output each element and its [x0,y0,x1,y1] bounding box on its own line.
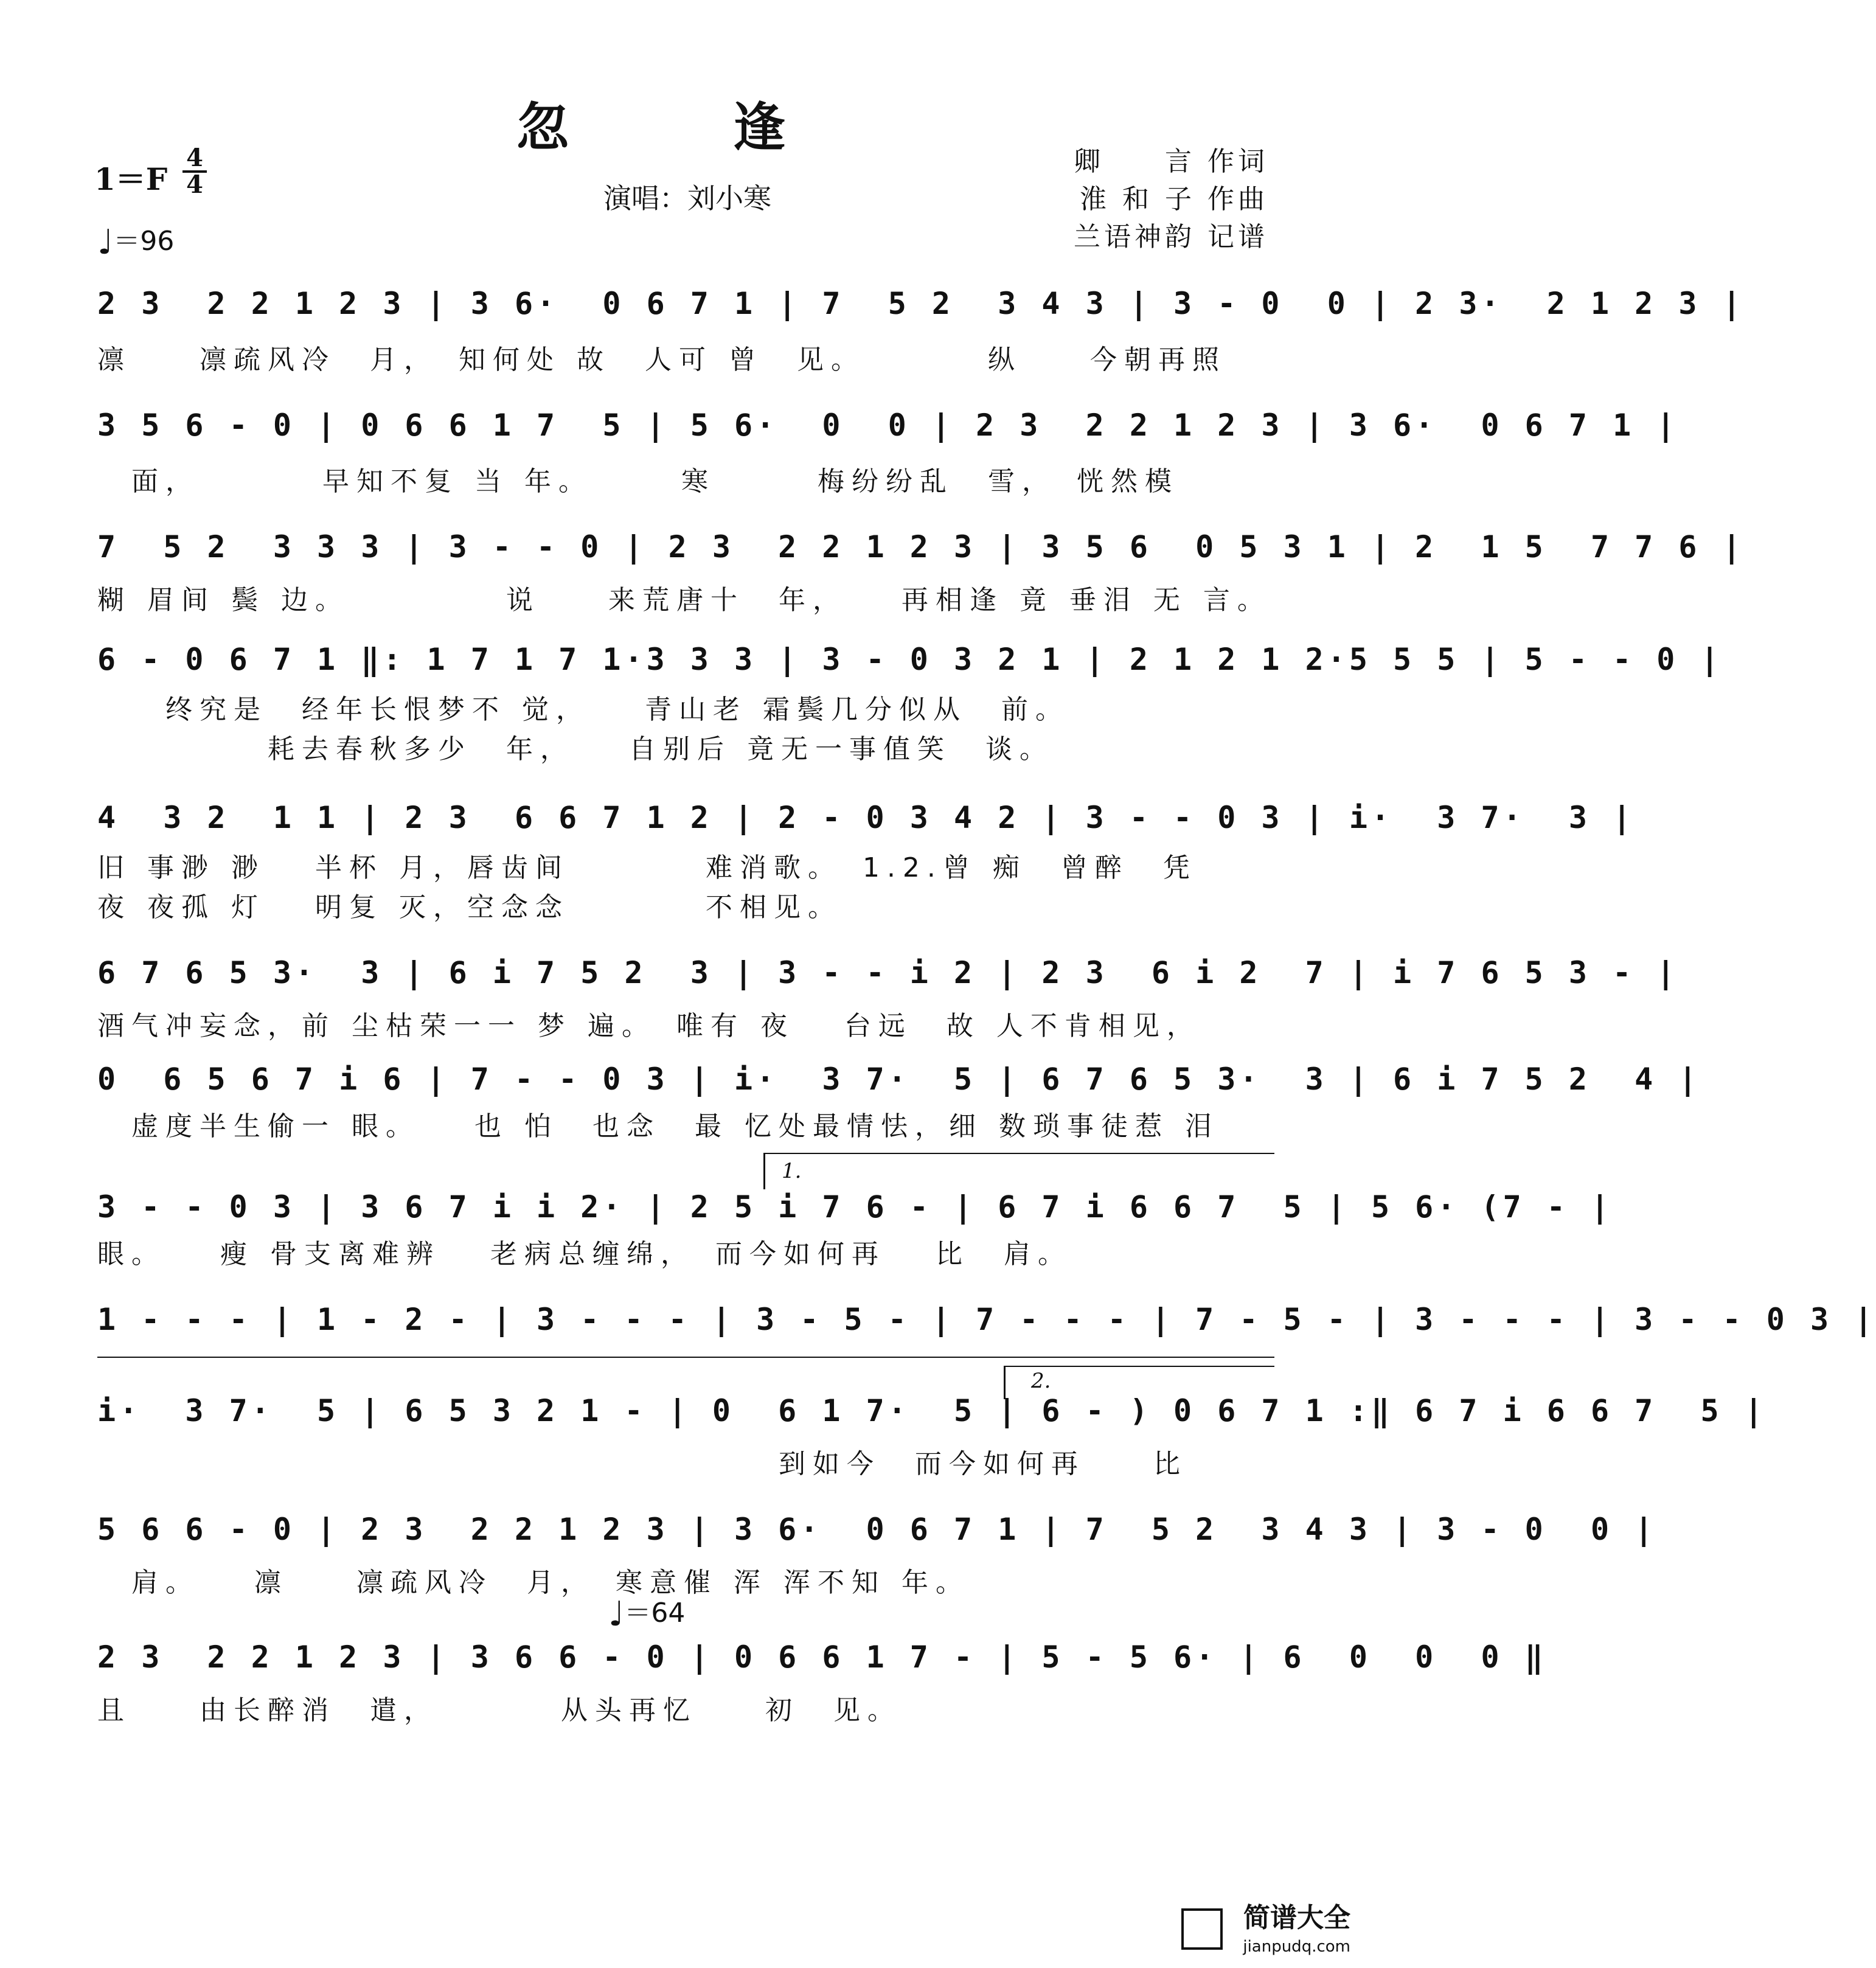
lyric-line-4a: 终究是 经年长恨梦不 觉， 青山老 霜鬓几分似从 前。 [97,694,1069,725]
time-signature [182,144,207,199]
tempo-change-value: ＝64 [624,1598,686,1629]
song-title: 忽 逢 [516,97,858,158]
volta-1-hook [763,1153,765,1189]
volta-2-bracket [1004,1366,1274,1367]
lyric-line-4b: 耗去春秋多少 年， 自别后 竟无一事值笑 谈。 [97,734,1054,765]
volta-1-label: 1. [782,1159,802,1183]
tempo-change [608,1591,685,1634]
lyric-line-3: 糊 眉间 鬓 边。 说 来荒唐十 年， 再相逢 竟 垂泪 无 言。 [97,585,1271,616]
score-line-12: 2 3 2 2 1 2 3 | 3 6 6 - 0 | 0 6 6 1 7 - | 5 - 5 6· | 6 0 0 0 ‖ [97,1639,1547,1675]
score-line-5: 4 3 2 1 1 | 2 3 6 6 7 1 2 | 2 - 0 3 4 2 | 3 - - 0 3 | i· 3 7· 3 | [97,800,1635,835]
score-line-6: 6 7 6 5 3· 3 | 6 i 7 5 2 3 | 3 - - i 2 | 2 3 6 i 2 7 | i 7 6 5 3 - | [97,955,1679,990]
lyric-line-10: 到如今 而今如何再 比 [97,1448,1187,1479]
lyric-line-1: 凛 凛疏风冷 月， 知何处 故 人可 曾 见。 纵 今朝再照 [97,344,1226,375]
watermark-url[interactable]: jianpudq.com [1243,1938,1350,1956]
piano-logo-icon [1181,1908,1223,1950]
score-line-3: 7 5 2 3 3 3 | 3 - - 0 | 2 3 2 2 1 2 3 | 3 5 6 0 5 3 1 | 2 1 5 7 7 6 | [97,529,1745,565]
credits [1074,143,1268,256]
score-line-9: 1 - - - | 1 - 2 - | 3 - - - | 3 - 5 - | 7 - - - | 7 - 5 - | 3 - - - | 3 - - 0 3 | [97,1302,1876,1337]
score-line-1: 2 3 2 2 1 2 3 | 3 6· 0 6 7 1 | 7 5 2 3 4 3 | 3 - 0 0 | 2 3· 2 1 2 3 | [97,286,1745,321]
lyric-line-2: 面， 早知不复 当 年。 寒 梅纷纷乱 雪， 恍然模 [97,466,1179,497]
time-top: 4 [186,144,203,172]
score-line-8: 3 - - 0 3 | 3 6 7 i i 2· | 2 5 i 7 6 - | 6 7 i 6 6 7 5 | 5 6· (7 - | [97,1189,1613,1225]
time-bottom: 4 [186,170,203,199]
tempo-value: ＝96 [113,226,175,257]
singer-line: 演唱：刘小寒 [603,182,771,215]
lyric-line-7: 虚度半生偷一 眼。 也 怕 也念 最 忆处最情怯，细 数琐事徒惹 泪 [97,1111,1219,1142]
composer: 淮 和 子 作曲 [1080,184,1268,215]
score-line-10: i· 3 7· 5 | 6 5 3 2 1 - | 0 6 1 7· 5 | 6 - ) 0 6 7 1 :‖ 6 7 i 6 6 7 5 | [97,1393,1767,1428]
key-signature: 1＝F [94,161,168,197]
transcriber: 兰语神韵 记谱 [1074,221,1268,252]
lyric-line-12: 且 由长醉消 遣， 从头再忆 初 见。 [97,1695,902,1726]
quarter-note-icon-2: ♩ [608,1594,625,1634]
score-line-2: 3 5 6 - 0 | 0 6 6 1 7 5 | 5 6· 0 0 | 2 3 2 2 1 2 3 | 3 6· 0 6 7 1 | [97,408,1679,443]
lyric-line-11: 肩。 凛 凛疏风冷 月， 寒意催 浑 浑不知 年。 [97,1567,970,1598]
lyric-line-5b: 夜 夜孤 灯 明复 灭，空念念 不相见。 [97,892,842,923]
interlude-rule [97,1357,1274,1358]
quarter-note-icon: ♩ [97,223,114,262]
tempo-marking [97,219,174,262]
volta-2-label: 2. [1031,1369,1051,1393]
score-line-4: 6 - 0 6 7 1 ‖: 1 7 1 7 1·3 3 3 | 3 - 0 3 2 1 | 2 1 2 1 2·5 5 5 | 5 - - 0 | [97,642,1723,677]
lyric-line-5a: 旧 事渺 渺 半杯 月，唇齿间 难消歌。 1.2.曾 痴 曾醉 凭 [97,852,1197,883]
lyric-line-8: 眼。 瘦 骨支离难辨 老病总缠绵， 而今如何再 比 肩。 [97,1239,1072,1270]
score-line-11: 5 6 6 - 0 | 2 3 2 2 1 2 3 | 3 6· 0 6 7 1 | 7 5 2 3 4 3 | 3 - 0 0 | [97,1512,1657,1547]
volta-1-bracket [763,1153,1274,1154]
lyricist: 卿 言 作词 [1074,146,1268,177]
lyric-line-6: 酒气冲妄念，前 尘枯荣一一 梦 遍。 唯有 夜 台远 故 人不肯相见， [97,1010,1201,1041]
score-line-7: 0 6 5 6 7 i 6 | 7 - - 0 3 | i· 3 7· 5 | 6 7 6 5 3· 3 | 6 i 7 5 2 4 | [97,1062,1701,1097]
watermark-name: 简谱大全 [1243,1902,1350,1933]
